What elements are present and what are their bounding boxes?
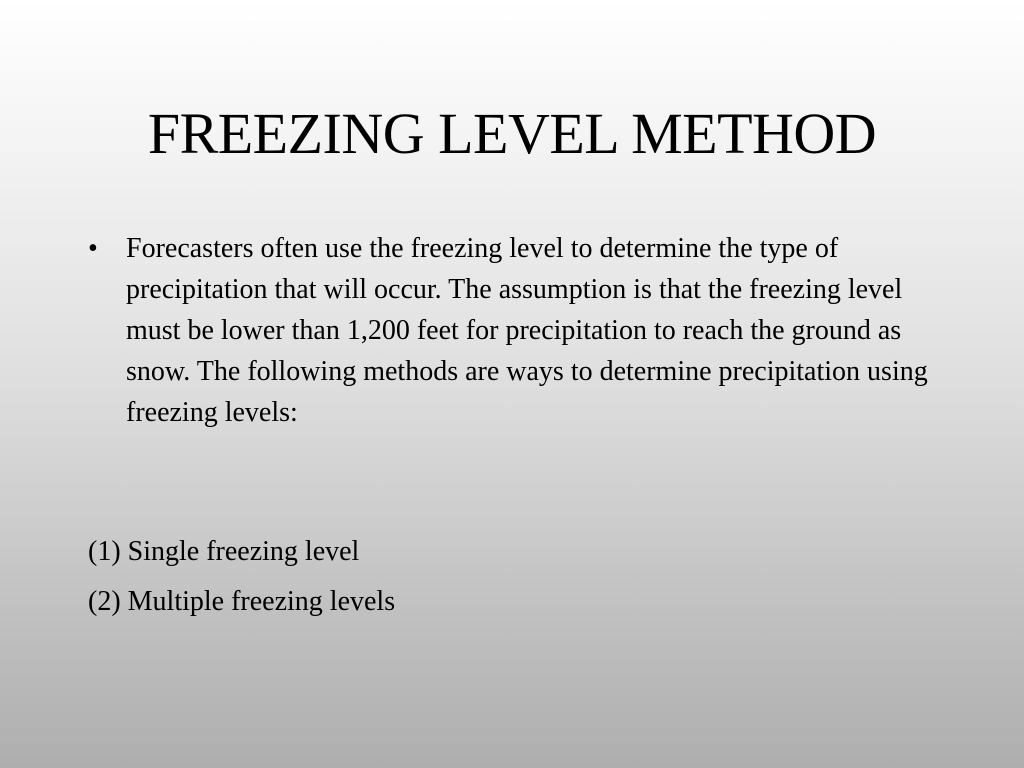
bullet-item [88,228,948,433]
bullet-marker: • [88,233,98,264]
list-item-single-freezing-level: (1) Single freezing level [88,536,360,567]
bullet-text: Forecasters often use the freezing level to determine the type of precipitation that will occur. The assumption is that the freezing level must be lower than 1,200 feet for precipitation to reach the ground as snow. The following methods are ways to determine precipitation using freezing levels: [126,233,928,428]
slide-title: FREEZING LEVEL METHOD [147,101,877,166]
list-item-multiple-freezing-levels: (2) Multiple freezing levels [88,586,396,617]
